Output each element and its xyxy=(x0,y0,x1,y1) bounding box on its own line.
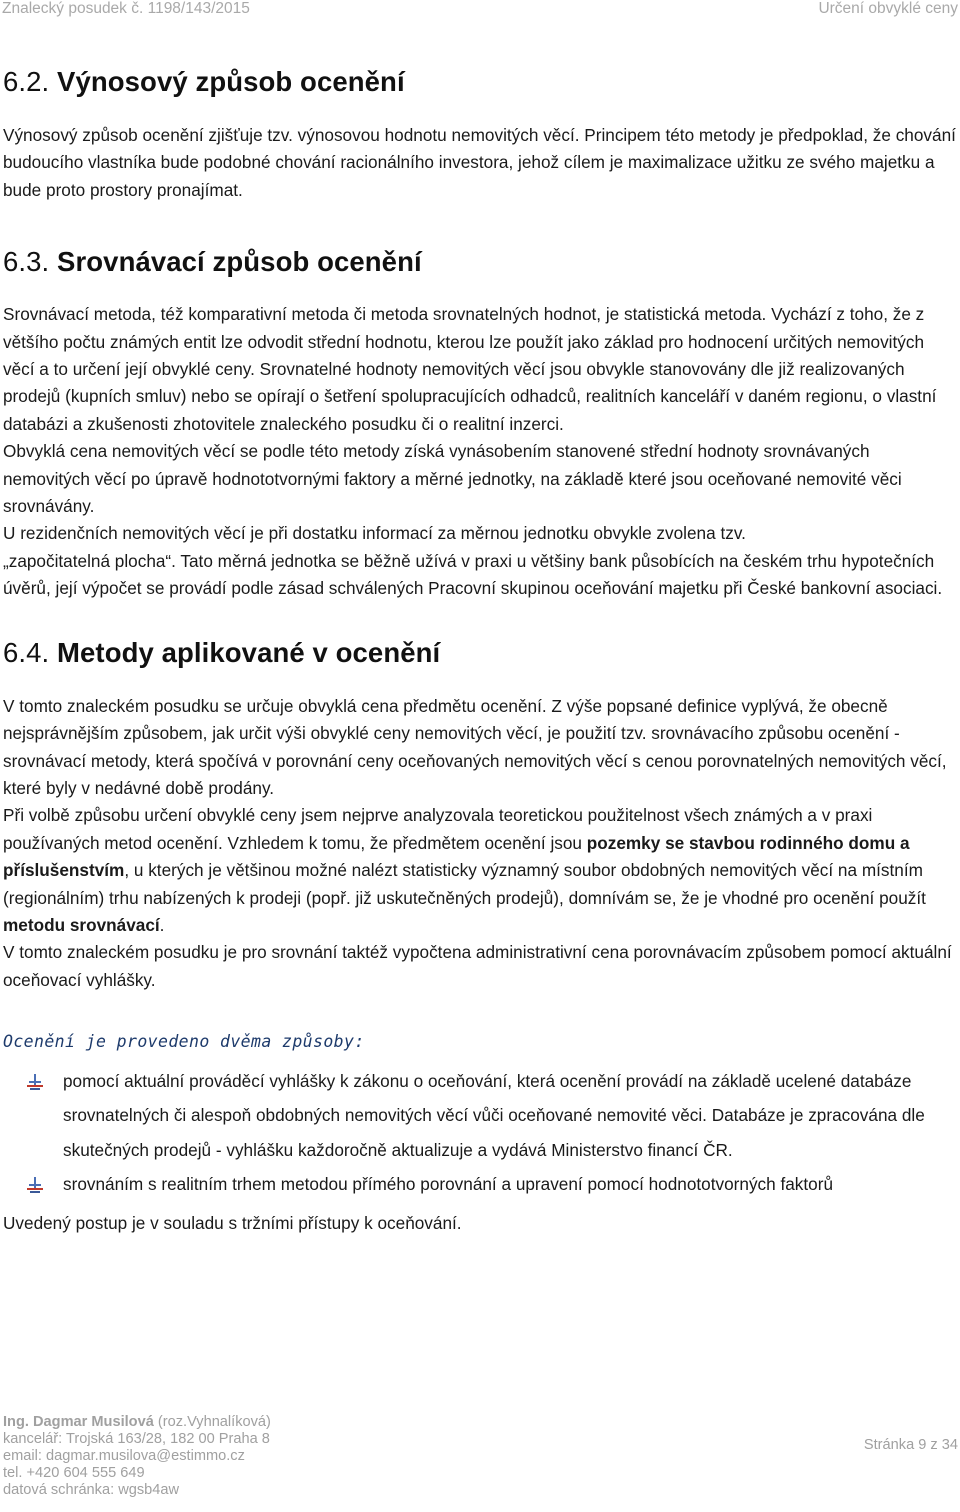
header-document-title: Znalecký posudek č. 1198/143/2015 xyxy=(2,0,250,17)
list-item-text: pomocí aktuální prováděcí vyhlášky k zákonu o oceňování, která ocenění provádí na základě ucelené databáze srovnatelných či alespoň obdobných nemovitých věcí vůči oceňované nemovité věci. Databáze je zpracována dle skutečných prodejů - vyhlášku každoročně aktualizuje a vydává Ministerstvo financí ČR. xyxy=(63,1070,925,1160)
paragraph: Uvedený postup je v souladu s tržními přístupy k oceňování. xyxy=(3,1212,462,1233)
paragraph: U rezidenčních nemovitých věcí je při dostatku informací za měrnou jednotku obvykle zvolena tzv. xyxy=(3,523,746,544)
section-number: 6.4. xyxy=(3,636,50,668)
page-number: Stránka 9 z 34 xyxy=(863,1437,958,1453)
section-title: Výnosový způsob ocenění xyxy=(57,66,405,97)
office-address: kancelář: Trojská 163/28, 182 00 Praha 8 xyxy=(3,1431,270,1447)
paragraph: Srovnávací metoda, též komparativní metoda či metoda srovnatelných hodnot, je statistická metoda. Vychází z toho, že z většího počtu známých entit lze odvodit střední hodnotu, kterou lze použít jako základ pro hodnocení určitých nemovitých věcí a to určení její obvyklé ceny. Srovnatelné hodnoty nemovitých věcí jsou obvykle stanovovány dle již realizovaných prodejů (kupních smluv) nebo se opírají o šetření spolupracujících odhadců, realitních kanceláří v daném regionu, o vlastní databázi a zkušenosti zhotovitele znaleckého posudku či o realitní inzerci. xyxy=(3,304,937,434)
paragraph: Obvyklá cena nemovitých věcí se podle této metody získá vynásobením stanovené střední hodnoty srovnávaných nemovitých věcí po úpravě hodnototvornými faktory a měrné jednotky, na základě které jsou oceňované nemovité věci srovnávány. xyxy=(3,441,902,517)
bullet-arrow-icon xyxy=(27,1074,43,1090)
text-run: Při volbě způsobu určení obvyklé ceny jsem nejprve analyzovala teoretickou použitelnost všech známých a v praxi používaných metod ocenění. Vzhledem k tomu, že předmětem ocenění jsou xyxy=(3,805,873,853)
page-header xyxy=(0,0,960,22)
section-number: 6.2. xyxy=(3,66,50,97)
section-number: 6.3. xyxy=(3,246,50,278)
emphasis-text: metodu srovnávací xyxy=(3,914,160,935)
paragraph: Výnosový způsob ocenění zjišťuje tzv. výnosovou hodnotu nemovitých věcí. Principem této metody je předpoklad, že chování budoucího vlastníka bude podobné chování racionálního investora, jehož cílem je maximalizace užitku ze svého majetku a bude proto prostory pronajímat. xyxy=(3,125,956,200)
author-name: Ing. Dagmar Musilová xyxy=(3,1414,154,1430)
paragraph: „započitatelná plocha“. Tato měrná jednotka se běžně užívá v praxi u většiny bank působících na českém trhu hypotečních úvěrů, její výpočet se provádí podle zásad schválených Pracovní skupinou oceňování majetku při České bankovní asociaci. xyxy=(3,550,943,599)
paragraph xyxy=(3,802,958,939)
email-address: email: dagmar.musilova@estimmo.cz xyxy=(3,1448,245,1464)
phone-number: tel. +420 604 555 649 xyxy=(3,1465,145,1481)
list-item xyxy=(3,1064,958,1168)
document-body xyxy=(3,62,958,1237)
list-item xyxy=(3,1167,958,1202)
section-heading-6-2 xyxy=(3,62,958,102)
data-box-id: datová schránka: wgsb4aw xyxy=(3,1482,180,1498)
sub-heading: Ocenění je provedeno dvěma způsoby: xyxy=(3,1032,365,1052)
section-title: Metody aplikované v ocenění xyxy=(57,636,441,668)
section-title: Srovnávací způsob ocenění xyxy=(57,246,422,278)
text-run: , u kterých je většinou možné nalézt statisticky významný soubor obdobných nemovitých věcí na místním (regionálním) trhu nabízených k prodeji (popř. již uskutečněných prodejů), domnívám se, že je vhodné pro ocenění použít xyxy=(3,860,926,908)
paragraph: V tomto znaleckém posudku je pro srovnání taktéž vypočtena administrativní cena porovnávacím způsobem pomocí aktuální oceňovací vyhlášky. xyxy=(3,942,952,990)
bullet-arrow-icon xyxy=(27,1177,43,1193)
section-heading-6-3 xyxy=(3,242,958,282)
emphasis-text: pozemky se stavbou rodinného domu a příslušenstvím xyxy=(3,832,910,881)
author-name-line xyxy=(3,1414,958,1431)
list-item-text: srovnáním s realitním trhem metodou přímého porovnání a upravení pomocí hodnototvorných faktorů xyxy=(63,1174,834,1195)
bullet-list xyxy=(3,1064,958,1202)
section-heading-6-4 xyxy=(3,633,958,673)
header-chapter-title: Určení obvyklé ceny xyxy=(818,0,958,17)
paragraph: V tomto znaleckém posudku se určuje obvyklá cena předmětu ocenění. Z výše popsané definice vyplývá, že obecně nejsprávnějším způsobem, jak určit výši obvyklé ceny nemovitých věcí, je použití tzv. srovnávacího způsobu ocenění - srovnávací metody, která spočívá v porovnání ceny oceňovaných nemovitých věcí s cenou porovnatelných nemovitých věcí, které byly v nedávné době prodány. xyxy=(3,695,947,798)
author-maiden-name: (roz.Vyhnalíková) xyxy=(153,1414,271,1430)
text-run: . xyxy=(159,914,165,935)
page-footer xyxy=(3,1414,958,1499)
